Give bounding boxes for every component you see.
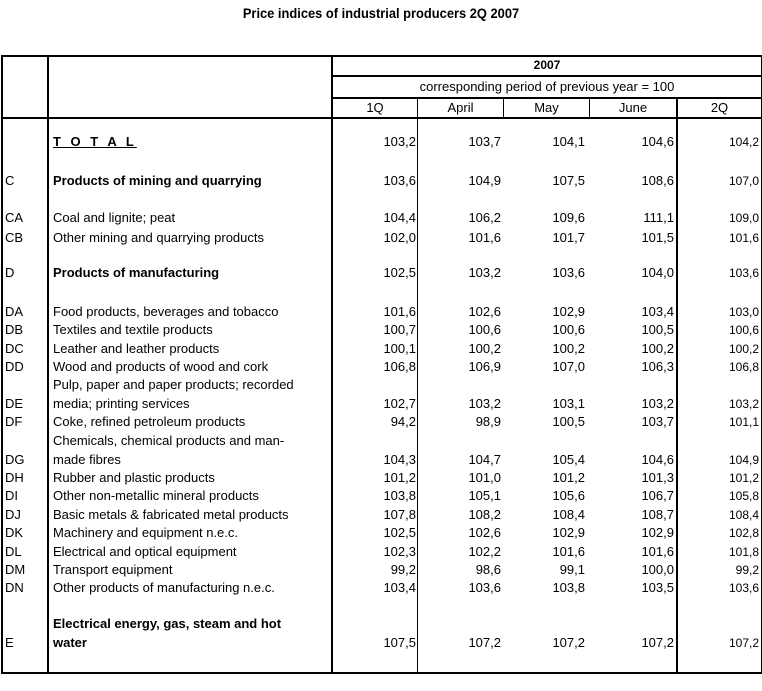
table-row xyxy=(3,561,761,579)
value-june: 101,3 xyxy=(641,470,674,485)
page-title: Price indices of industrial producers 2Q 2007 xyxy=(242,5,520,21)
value-june: 101,5 xyxy=(641,230,674,245)
col-header-may: May xyxy=(534,100,559,115)
value-april: 102,6 xyxy=(468,304,501,319)
value-april: 106,2 xyxy=(468,210,501,225)
value-1q: 103,2 xyxy=(383,134,416,149)
row-label: Products of manufacturing xyxy=(53,265,220,280)
header-line-bottom xyxy=(3,117,761,119)
value-june: 103,2 xyxy=(641,396,674,411)
value-may: 102,9 xyxy=(552,304,585,319)
value-2q: 99,2 xyxy=(735,563,759,577)
value-1q: 101,2 xyxy=(383,470,416,485)
value-2q: 101,1 xyxy=(728,415,759,429)
table-row xyxy=(3,524,761,542)
value-2q: 101,2 xyxy=(728,471,759,485)
value-2q: 102,8 xyxy=(728,526,759,540)
value-2q: 104,9 xyxy=(728,453,759,467)
value-1q: 99,2 xyxy=(390,562,416,577)
value-2q: 100,2 xyxy=(728,342,759,356)
value-april: 106,9 xyxy=(468,359,501,374)
value-1q: 103,8 xyxy=(383,488,416,503)
value-june: 106,7 xyxy=(641,488,674,503)
row-label-line1: Pulp, paper and paper products; recorded xyxy=(53,377,294,392)
row-code: DK xyxy=(5,525,24,540)
row-code: DE xyxy=(5,396,24,411)
value-may: 105,4 xyxy=(552,452,585,467)
value-may: 102,9 xyxy=(552,525,585,540)
col-header-1q: 1Q xyxy=(366,100,384,115)
value-april: 104,9 xyxy=(468,173,501,188)
row-label: Rubber and plastic products xyxy=(53,470,215,485)
row-code: DD xyxy=(5,359,24,374)
value-june: 102,9 xyxy=(641,525,674,540)
value-2q: 107,0 xyxy=(728,174,759,188)
value-1q: 100,1 xyxy=(383,341,416,356)
row-code: DF xyxy=(5,414,23,429)
value-2q: 103,2 xyxy=(728,397,759,411)
value-may: 101,7 xyxy=(552,230,585,245)
value-2q: 109,0 xyxy=(728,211,759,225)
value-may: 109,6 xyxy=(552,210,585,225)
row-label: Transport equipment xyxy=(53,562,173,577)
header-line-subtitle xyxy=(331,97,761,99)
table-row xyxy=(3,172,761,190)
value-1q: 102,7 xyxy=(383,396,416,411)
row-label: Other mining and quarrying products xyxy=(53,230,265,245)
row-label: Basic metals & fabricated metal products xyxy=(53,507,289,522)
value-2q: 103,6 xyxy=(728,581,759,595)
row-code: DM xyxy=(5,562,26,577)
value-june: 100,2 xyxy=(641,341,674,356)
value-june: 111,1 xyxy=(643,210,674,225)
table-row xyxy=(3,229,761,247)
value-june: 107,2 xyxy=(641,635,674,650)
value-2q: 103,6 xyxy=(728,266,759,280)
row-label: Wood and products of wood and cork xyxy=(53,359,269,374)
value-2q: 103,0 xyxy=(728,305,759,319)
value-may: 103,6 xyxy=(552,265,585,280)
row-code: DB xyxy=(5,322,24,337)
row-label: Coal and lignite; peat xyxy=(53,210,176,225)
value-june: 104,6 xyxy=(641,134,674,149)
row-code: DN xyxy=(5,580,24,595)
value-1q: 102,3 xyxy=(383,544,416,559)
row-code: C xyxy=(5,173,15,188)
table-row xyxy=(3,616,761,652)
row-code: D xyxy=(5,265,15,280)
value-june: 108,6 xyxy=(641,173,674,188)
row-label: T O T A L xyxy=(53,134,137,149)
value-april: 98,6 xyxy=(475,562,501,577)
table-row xyxy=(3,321,761,339)
value-april: 102,6 xyxy=(468,525,501,540)
value-may: 101,6 xyxy=(552,544,585,559)
value-1q: 100,7 xyxy=(383,322,416,337)
value-1q: 94,2 xyxy=(390,414,416,429)
value-1q: 103,6 xyxy=(383,173,416,188)
value-may: 103,1 xyxy=(552,396,585,411)
row-label: Electrical and optical equipment xyxy=(53,544,237,559)
value-2q: 101,6 xyxy=(728,231,759,245)
value-june: 103,5 xyxy=(641,580,674,595)
row-code: DG xyxy=(5,452,25,467)
value-2q: 101,8 xyxy=(728,545,759,559)
value-june: 106,3 xyxy=(641,359,674,374)
table-row xyxy=(3,133,761,151)
price-indices-table xyxy=(1,55,762,674)
value-1q: 107,5 xyxy=(383,635,416,650)
value-june: 104,0 xyxy=(641,265,674,280)
row-label-line1: Electrical energy, gas, steam and hot xyxy=(53,616,282,631)
value-april: 102,2 xyxy=(468,544,501,559)
table-row xyxy=(3,506,761,524)
row-label-line1: Chemicals, chemical products and man- xyxy=(53,433,285,448)
row-code: DA xyxy=(5,304,24,319)
table-row xyxy=(3,487,761,505)
col-header-2q: 2Q xyxy=(710,100,729,115)
value-april: 104,7 xyxy=(468,452,501,467)
header-subtitle: corresponding period of previous year = 100 xyxy=(419,79,675,94)
value-1q: 102,0 xyxy=(383,230,416,245)
value-april: 98,9 xyxy=(475,414,501,429)
value-1q: 102,5 xyxy=(383,525,416,540)
value-may: 100,6 xyxy=(552,322,585,337)
row-label: media; printing services xyxy=(53,396,190,411)
table-row xyxy=(3,543,761,561)
row-code: CA xyxy=(5,210,24,225)
value-june: 104,6 xyxy=(641,452,674,467)
value-april: 103,6 xyxy=(468,580,501,595)
row-code: DL xyxy=(5,544,22,559)
value-april: 100,2 xyxy=(468,341,501,356)
table-row xyxy=(3,579,761,597)
row-label: Machinery and equipment n.e.c. xyxy=(53,525,238,540)
value-1q: 104,3 xyxy=(383,452,416,467)
value-2q: 105,8 xyxy=(728,489,759,503)
value-1q: 104,4 xyxy=(383,210,416,225)
value-2q: 107,2 xyxy=(728,636,759,650)
row-label: water xyxy=(53,635,87,650)
table-row xyxy=(3,377,761,413)
value-may: 99,1 xyxy=(559,562,585,577)
value-april: 103,2 xyxy=(468,265,501,280)
row-code: E xyxy=(5,635,14,650)
value-may: 100,5 xyxy=(552,414,585,429)
table-row xyxy=(3,469,761,487)
row-code: DC xyxy=(5,341,24,356)
row-code: DH xyxy=(5,470,24,485)
value-april: 105,1 xyxy=(468,488,501,503)
value-1q: 102,5 xyxy=(383,265,416,280)
value-june: 101,6 xyxy=(641,544,674,559)
table-row xyxy=(3,433,761,469)
table-row xyxy=(3,209,761,227)
value-april: 108,2 xyxy=(468,507,501,522)
table-row xyxy=(3,264,761,282)
table-row xyxy=(3,340,761,358)
value-2q: 104,2 xyxy=(728,135,759,149)
value-may: 107,5 xyxy=(552,173,585,188)
header-year: 2007 xyxy=(533,58,561,72)
value-may: 105,6 xyxy=(552,488,585,503)
table-row xyxy=(3,303,761,321)
col-header-april: April xyxy=(447,100,474,115)
value-june: 103,4 xyxy=(641,304,674,319)
row-code: CB xyxy=(5,230,24,245)
value-2q: 100,6 xyxy=(728,323,759,337)
value-1q: 106,8 xyxy=(383,359,416,374)
value-april: 103,7 xyxy=(468,134,501,149)
row-label: Products of mining and quarrying xyxy=(53,173,262,188)
value-june: 103,7 xyxy=(641,414,674,429)
value-june: 100,5 xyxy=(641,322,674,337)
value-2q: 108,4 xyxy=(728,508,759,522)
value-april: 101,6 xyxy=(468,230,501,245)
value-may: 108,4 xyxy=(552,507,585,522)
value-may: 103,8 xyxy=(552,580,585,595)
value-june: 108,7 xyxy=(641,507,674,522)
value-may: 104,1 xyxy=(552,134,585,149)
row-label: Other non-metallic mineral products xyxy=(53,488,259,503)
row-label: Leather and leather products xyxy=(53,341,220,356)
value-june: 100,0 xyxy=(641,562,674,577)
col-header-june: June xyxy=(618,100,648,115)
row-label: Coke, refined petroleum products xyxy=(53,414,246,429)
header-line-year xyxy=(331,75,761,77)
value-april: 100,6 xyxy=(468,322,501,337)
row-label: Other products of manufacturing n.e.c. xyxy=(53,580,275,595)
value-1q: 103,4 xyxy=(383,580,416,595)
value-may: 100,2 xyxy=(552,341,585,356)
table-row xyxy=(3,358,761,376)
value-april: 101,0 xyxy=(468,470,501,485)
value-may: 101,2 xyxy=(552,470,585,485)
value-may: 107,2 xyxy=(552,635,585,650)
row-label: Textiles and textile products xyxy=(53,322,213,337)
table-row xyxy=(3,413,761,431)
value-1q: 101,6 xyxy=(383,304,416,319)
value-2q: 106,8 xyxy=(728,360,759,374)
row-label: made fibres xyxy=(53,452,121,467)
row-code: DJ xyxy=(5,507,21,522)
row-code: DI xyxy=(5,488,18,503)
value-april: 103,2 xyxy=(468,396,501,411)
value-1q: 107,8 xyxy=(383,507,416,522)
row-label: Food products, beverages and tobacco xyxy=(53,304,279,319)
value-may: 107,0 xyxy=(552,359,585,374)
value-april: 107,2 xyxy=(468,635,501,650)
